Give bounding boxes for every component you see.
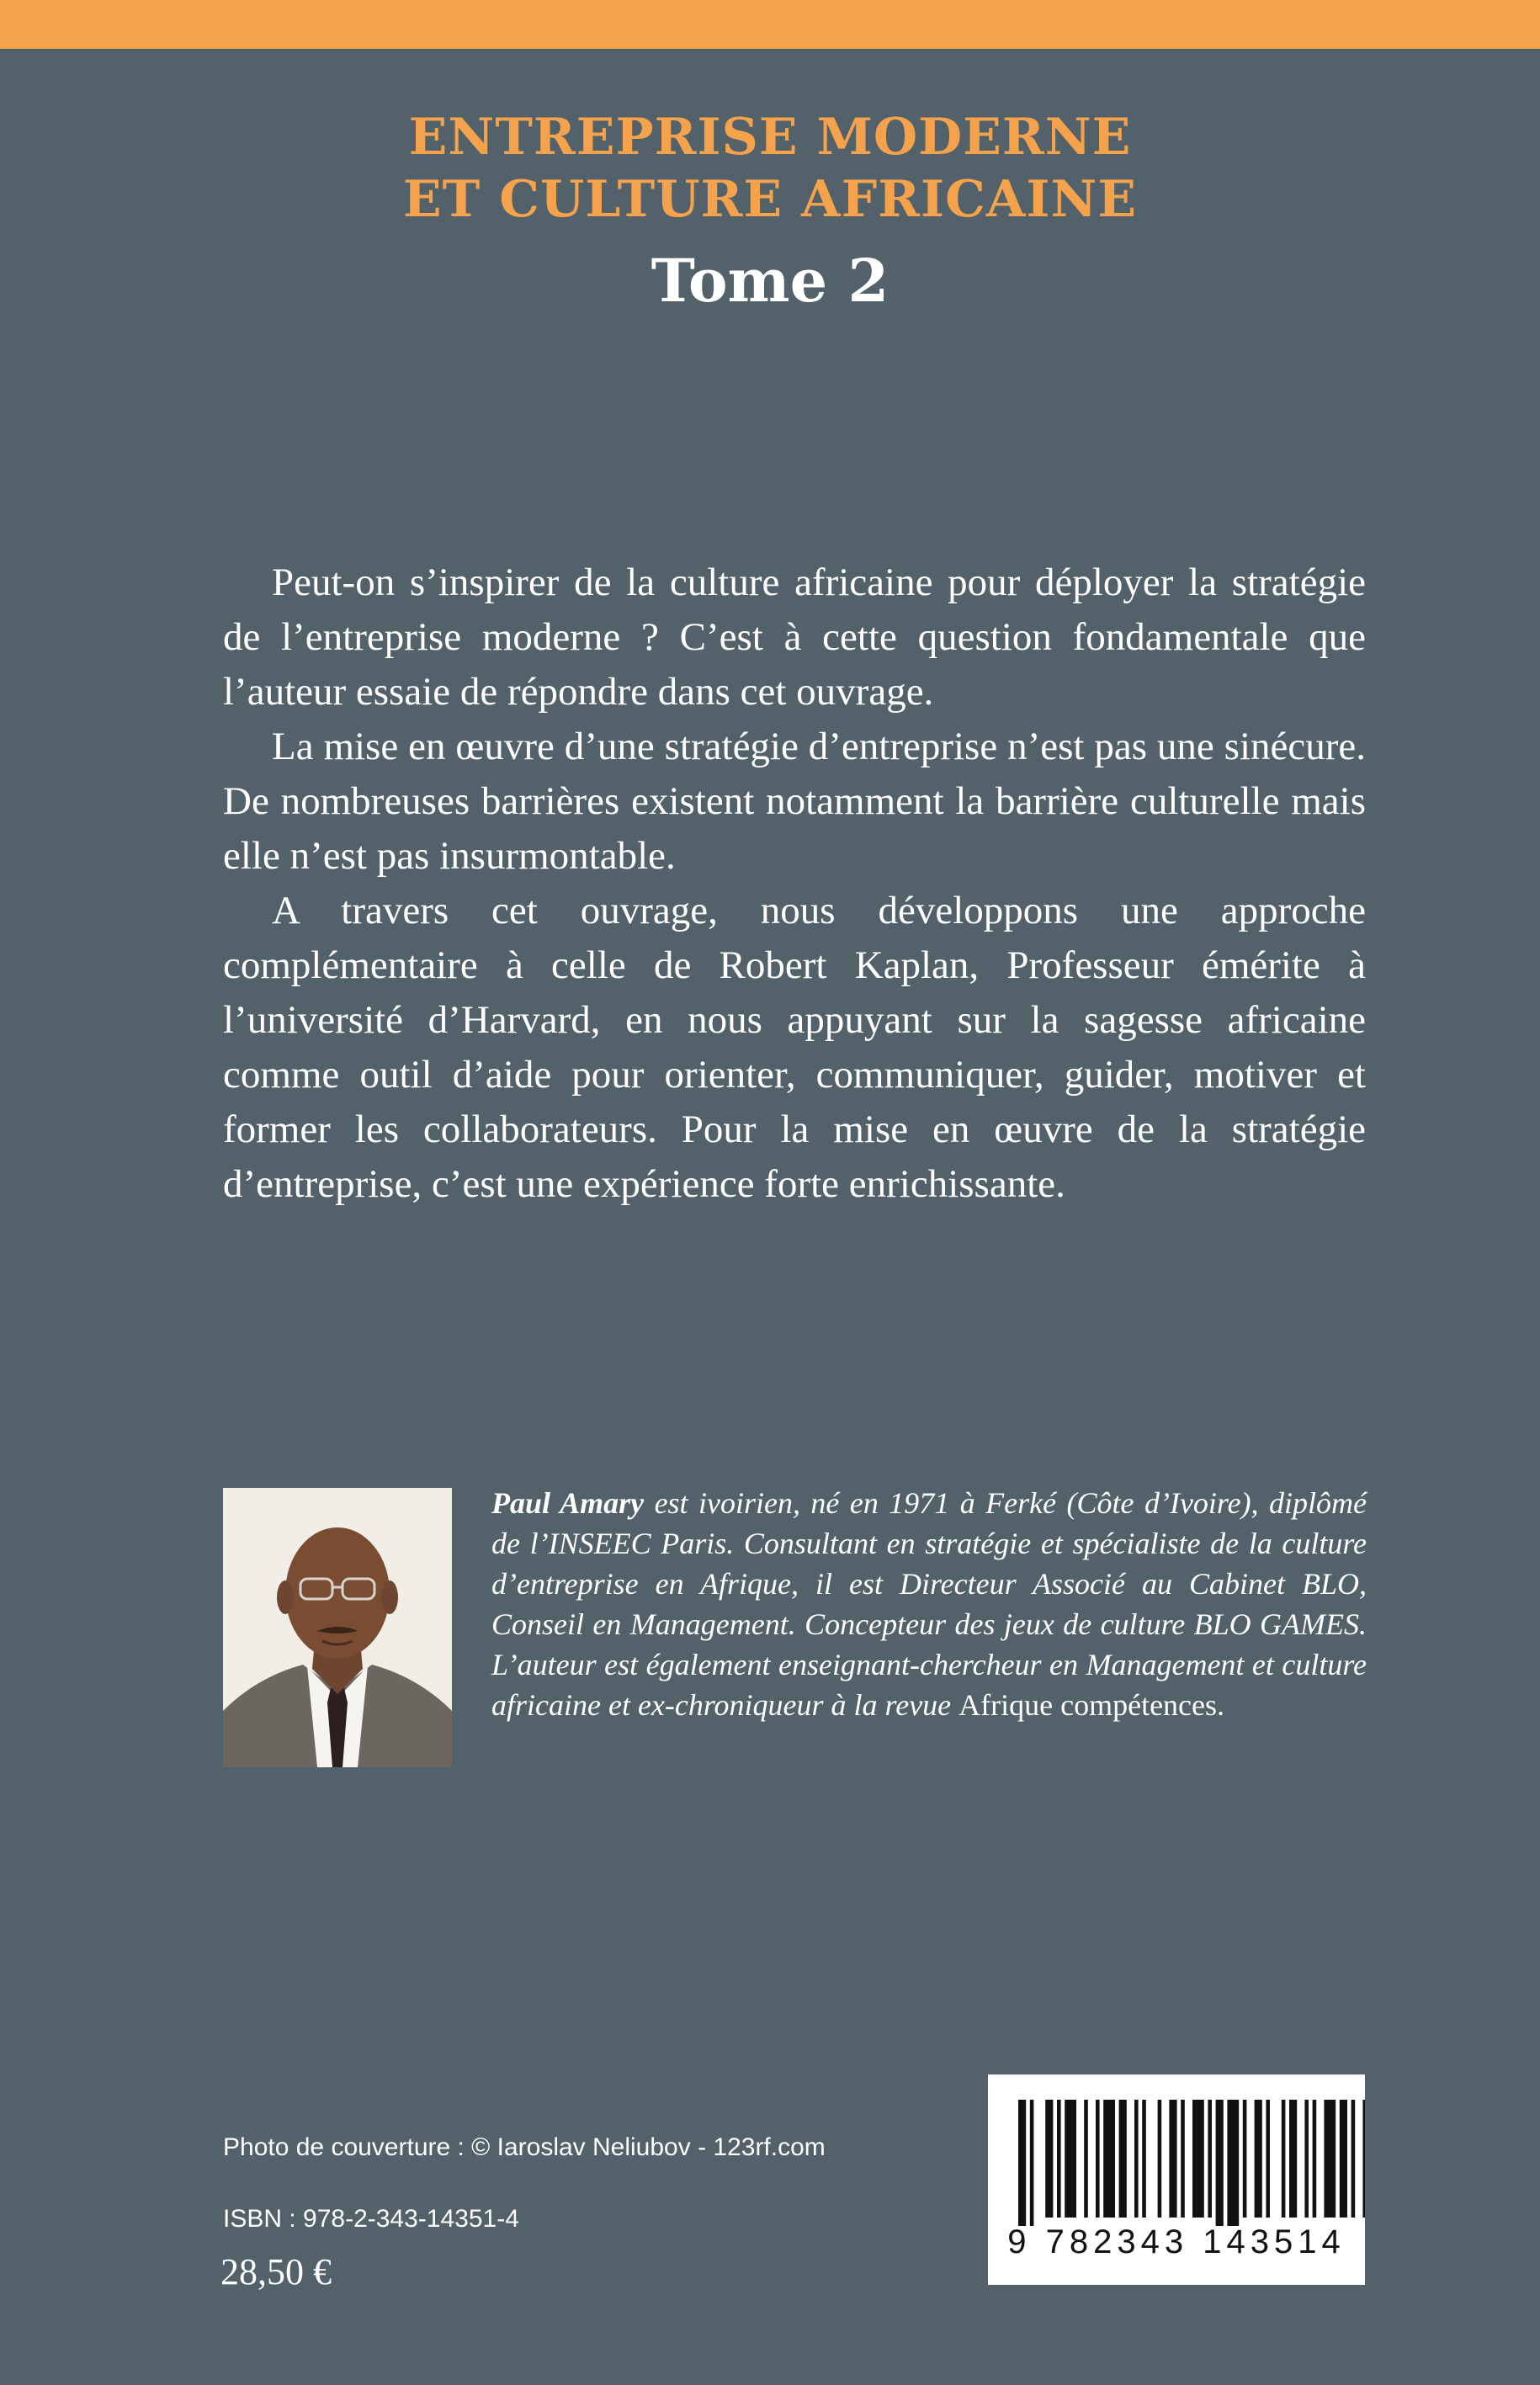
barcode-bar bbox=[1351, 2100, 1356, 2218]
book-title-line2: ET CULTURE AFRICAINE bbox=[402, 170, 1138, 229]
barcode-bar bbox=[1084, 2100, 1088, 2218]
barcode bbox=[988, 2074, 1365, 2285]
barcode-bar bbox=[1030, 2100, 1034, 2226]
barcode-bar bbox=[1018, 2100, 1026, 2226]
book-title-line1: ENTREPRISE MODERNE bbox=[408, 108, 1132, 167]
barcode-bar bbox=[1057, 2100, 1061, 2218]
barcode-bar bbox=[1134, 2100, 1139, 2218]
author-bio-magazine: Afrique compétences. bbox=[959, 1688, 1225, 1722]
barcode-bar bbox=[1216, 2100, 1224, 2226]
barcode-bar bbox=[1181, 2100, 1185, 2218]
author-bio-text: est ivoirien, né en 1971 à Ferké (Côte d’Ivoire), diplômé de l’INSEEC Paris. Consultant en stratégie et spécialiste de la culture d’entreprise en Afrique, il est Directeur Associé au Cabinet BLO, Conseil en Management. Concepteur des jeux de culture BLO GAMES. L’auteur est également enseignant-chercheur en Management et culture africaine et ex-chroniqueur à la revue bbox=[491, 1486, 1367, 1722]
barcode-bar bbox=[1119, 2100, 1127, 2218]
barcode-bar bbox=[1304, 2100, 1309, 2218]
book-volume: Tome 2 bbox=[651, 246, 889, 316]
barcode-bar bbox=[1208, 2100, 1212, 2218]
barcode-bar bbox=[1255, 2100, 1262, 2218]
barcode-bar bbox=[1289, 2100, 1297, 2218]
author-name: Paul Amary bbox=[491, 1486, 645, 1520]
barcode-bar bbox=[1169, 2100, 1176, 2218]
barcode-bar bbox=[1065, 2100, 1076, 2218]
barcode-bar bbox=[1266, 2100, 1270, 2218]
barcode-bar bbox=[1340, 2100, 1347, 2218]
photo-credit: Photo de couverture : © Iaroslav Neliubov - 123rf.com bbox=[223, 2133, 826, 2161]
barcode-bar bbox=[1142, 2100, 1146, 2218]
price: 28,50 € bbox=[220, 2251, 332, 2292]
author-bio bbox=[491, 1483, 1367, 1725]
barcode-bar bbox=[1096, 2100, 1100, 2218]
barcode-bar bbox=[1192, 2100, 1204, 2218]
barcode-bar bbox=[1324, 2100, 1336, 2218]
barcode-bar bbox=[1227, 2100, 1239, 2226]
barcode-bar bbox=[1045, 2100, 1053, 2218]
blurb-paragraph: A travers cet ouvrage, nous développons une approche complémentaire à celle de Robert Kaplan, Professeur émérite à l’université d’Harvard, en nous appuyant sur la sagesse africaine comme outil d’aide pour orienter, communiquer, guider, motiver et former les collaborateurs. Pour la mise en œuvre de la stratégie d’entreprise, c’est une expérience forte enrichissante. bbox=[223, 889, 1366, 1206]
barcode-bar bbox=[1243, 2100, 1247, 2218]
barcode-bar bbox=[1103, 2100, 1115, 2218]
back-cover-blurb bbox=[223, 555, 1366, 1212]
barcode-digits: 9 782343 143514 bbox=[1007, 2223, 1346, 2260]
blurb-paragraph: La mise en œuvre d’une stratégie d’entreprise n’est pas une sinécure. De nombreuses barrières existent notamment la barrière culturelle mais elle n’est pas insurmontable. bbox=[223, 725, 1366, 878]
barcode-bar bbox=[1313, 2100, 1317, 2218]
author-portrait-image bbox=[223, 1488, 452, 1767]
barcode-bar bbox=[1282, 2100, 1286, 2218]
top-accent-band bbox=[0, 0, 1540, 49]
blurb-paragraph: Peut-on s’inspirer de la culture africaine pour déployer la stratégie de l’entreprise moderne ? C’est à cette question fondamentale que l’auteur essaie de répondre dans cet ouvrage. bbox=[223, 560, 1366, 714]
isbn: ISBN : 978-2-343-14351-4 bbox=[223, 2205, 519, 2233]
barcode-bar bbox=[1362, 2100, 1365, 2218]
barcode-bar bbox=[1158, 2100, 1162, 2218]
author-photo bbox=[223, 1488, 452, 1767]
